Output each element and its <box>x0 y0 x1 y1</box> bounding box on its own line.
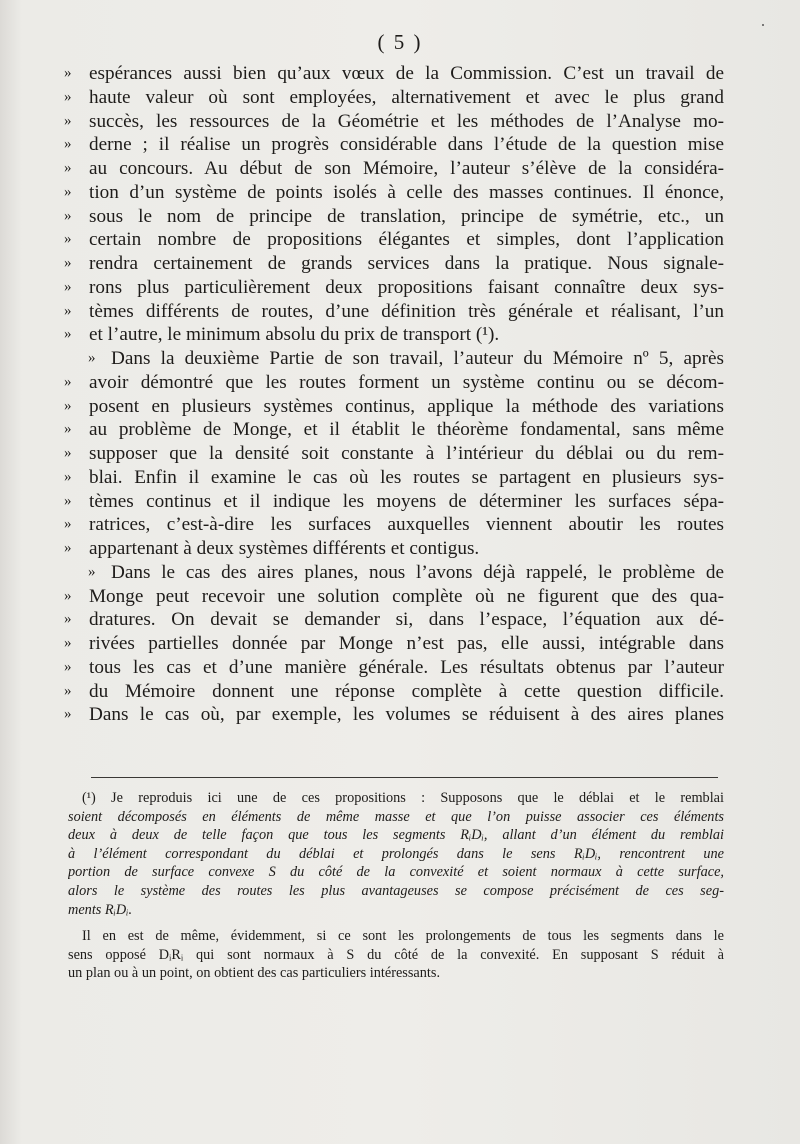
footnote-line: portion de surface convexe S du côté de la convexité et soient normaux à cette surface, <box>68 864 724 881</box>
line-text: tèmes différents de routes, d’une définition très générale et réalisant, l’un <box>89 300 724 322</box>
text-line <box>64 157 724 181</box>
quote-mark: » <box>64 635 72 651</box>
text-line <box>64 252 724 276</box>
quote-mark: » <box>64 421 72 438</box>
quote-mark: » <box>64 468 72 485</box>
line-text: sous le nom de principe de translation, principe de symétrie, etc., un <box>89 205 724 227</box>
quote-mark: » <box>64 706 72 723</box>
footnote-line: à l’élément correspondant du déblai et prolongés dans le sens RᵢDᵢ, rencontrent une <box>68 845 724 862</box>
line-text: Monge peut recevoir une solution complète où ne figurent que des qua- <box>89 585 724 607</box>
quote-mark: » <box>64 587 72 604</box>
text-line <box>64 276 724 300</box>
line-text: tèmes continus et il indique les moyens de déterminer les surfaces sépa- <box>89 490 724 512</box>
quote-mark: » <box>64 136 72 153</box>
text-line <box>64 632 724 656</box>
text-line <box>64 513 724 537</box>
footnote-line: ments RᵢDᵢ. <box>68 901 133 918</box>
quote-mark: » <box>88 350 96 366</box>
quote-mark: » <box>64 397 72 414</box>
line-text: espérances aussi bien qu’aux vœux de la Commission. C’est un travail de <box>89 63 724 84</box>
text-line <box>64 323 724 347</box>
quote-mark: » <box>64 65 72 81</box>
quote-mark: » <box>64 540 72 556</box>
quote-mark: » <box>64 302 72 319</box>
line-text: rons plus particulièrement deux propositions faisant connaître deux sys- <box>89 276 724 298</box>
text-line <box>64 703 724 727</box>
footnote-gap <box>68 919 724 927</box>
footnote <box>68 789 724 983</box>
footnote-line: un plan ou à un point, on obtient des cas particuliers intéressants. <box>68 965 441 982</box>
footnote-rule <box>91 777 718 778</box>
text-line <box>64 608 724 632</box>
line-text: certain nombre de propositions élégantes et simples, dont l’application <box>89 229 724 251</box>
quote-mark: » <box>64 183 72 200</box>
scan-speck <box>762 24 764 26</box>
text-line <box>64 585 724 609</box>
footnote-line: sens opposé DᵢRᵢ qui sont normaux à S du côté de la convexité. En supposant S réduit à <box>68 946 724 963</box>
line-text: posent en plusieurs systèmes continus, applique la méthode des variations <box>89 395 724 417</box>
line-text: supposer que la densité soit constante à l’intérieur du déblai ou du rem- <box>89 443 724 464</box>
quote-mark: » <box>64 112 72 129</box>
footnote-line: soient décomposés en éléments de même masse et que l’on puisse associer ces éléments <box>68 808 724 825</box>
line-text: Dans le cas où, par exemple, les volumes se réduisent à des aires planes <box>89 704 724 726</box>
line-text: tion d’un système de points isolés à celle des masses continues. Il énonce, <box>89 181 724 203</box>
line-text: au concours. Au début de son Mémoire, l’auteur s’élève de la considéra- <box>89 158 724 179</box>
text-line <box>64 395 724 419</box>
quote-mark: » <box>64 278 72 295</box>
quote-mark: » <box>64 682 72 699</box>
text-line <box>64 347 724 371</box>
text-line <box>64 537 724 561</box>
text-line <box>64 110 724 134</box>
text-line <box>64 656 724 680</box>
quote-mark: » <box>64 207 72 224</box>
quote-mark: » <box>64 516 72 533</box>
line-text: tous les cas et d’une manière générale. Les résultats obtenus par l’auteur <box>89 656 724 678</box>
text-line <box>64 442 724 466</box>
line-text: appartenant à deux systèmes différents et contigus. <box>89 538 480 559</box>
footnote-line: deux à deux de telle façon que tous les segments RᵢDᵢ, allant d’un élément du remblai <box>68 827 724 844</box>
main-text <box>64 62 724 727</box>
footnote-line: Il en est de même, évidemment, si ce sont les prolongements de tous les segments dans le <box>82 928 724 945</box>
line-text: rendra certainement de grands services dans la pratique. Nous signale- <box>89 253 724 274</box>
line-text: Dans le cas des aires planes, nous l’avons déjà rappelé, le problème de <box>111 561 724 583</box>
text-line <box>64 680 724 704</box>
quote-mark: » <box>88 563 96 580</box>
text-line <box>64 86 724 110</box>
quote-mark: » <box>64 255 72 271</box>
text-line <box>64 418 724 442</box>
text-line <box>64 181 724 205</box>
text-line <box>64 133 724 157</box>
text-line <box>64 228 724 252</box>
line-text: ratrices, c’est-à-dire les surfaces auxquelles viennent aboutir les routes <box>89 514 724 536</box>
text-line <box>64 62 724 86</box>
line-text: haute valeur où sont employées, alternativement et avec le plus grand <box>89 86 724 108</box>
quote-mark: » <box>64 88 72 105</box>
line-text: blai. Enfin il examine le cas où les routes se partagent en plusieurs sys- <box>89 466 724 488</box>
quote-mark: » <box>64 445 72 461</box>
quote-mark: » <box>64 231 72 248</box>
line-text: au problème de Monge, et il établit le théorème fondamental, sans même <box>89 419 724 441</box>
text-line <box>64 466 724 490</box>
line-text: dratures. On devait se demander si, dans l’espace, l’équation aux dé- <box>89 609 724 631</box>
quote-mark: » <box>64 611 72 628</box>
quote-mark: » <box>64 326 72 343</box>
line-text: Dans la deuxième Partie de son travail, l’auteur du Mémoire nº 5, après <box>111 348 724 369</box>
footnote-line: (¹) Je reproduis ici une de ces propositions : Supposons que le déblai et le remblai <box>82 790 724 806</box>
text-line <box>64 490 724 514</box>
line-text: rivées partielles donnée par Monge n’est pas, elle aussi, intégrable dans <box>89 633 724 654</box>
text-line <box>64 371 724 395</box>
page-number: ( 5 ) <box>377 30 423 54</box>
line-text: succès, les ressources de la Géométrie et les méthodes de l’Analyse mo- <box>89 110 724 132</box>
text-line <box>64 300 724 324</box>
quote-mark: » <box>64 658 72 675</box>
line-text: derne ; il réalise un progrès considérable dans l’étude de la question mise <box>89 134 724 156</box>
text-line <box>64 561 724 585</box>
quote-mark: » <box>64 492 72 509</box>
line-text: du Mémoire donnent une réponse complète à cette question difficile. <box>89 680 724 702</box>
line-text: avoir démontré que les routes forment un système continu ou se décom- <box>89 371 724 393</box>
quote-mark: » <box>64 160 72 176</box>
text-line <box>64 205 724 229</box>
line-text: et l’autre, le minimum absolu du prix de transport (¹). <box>89 324 500 346</box>
quote-mark: » <box>64 373 72 390</box>
footnote-line: alors le système des routes les plus avantageuses se compose précisément de ces seg- <box>68 882 724 899</box>
